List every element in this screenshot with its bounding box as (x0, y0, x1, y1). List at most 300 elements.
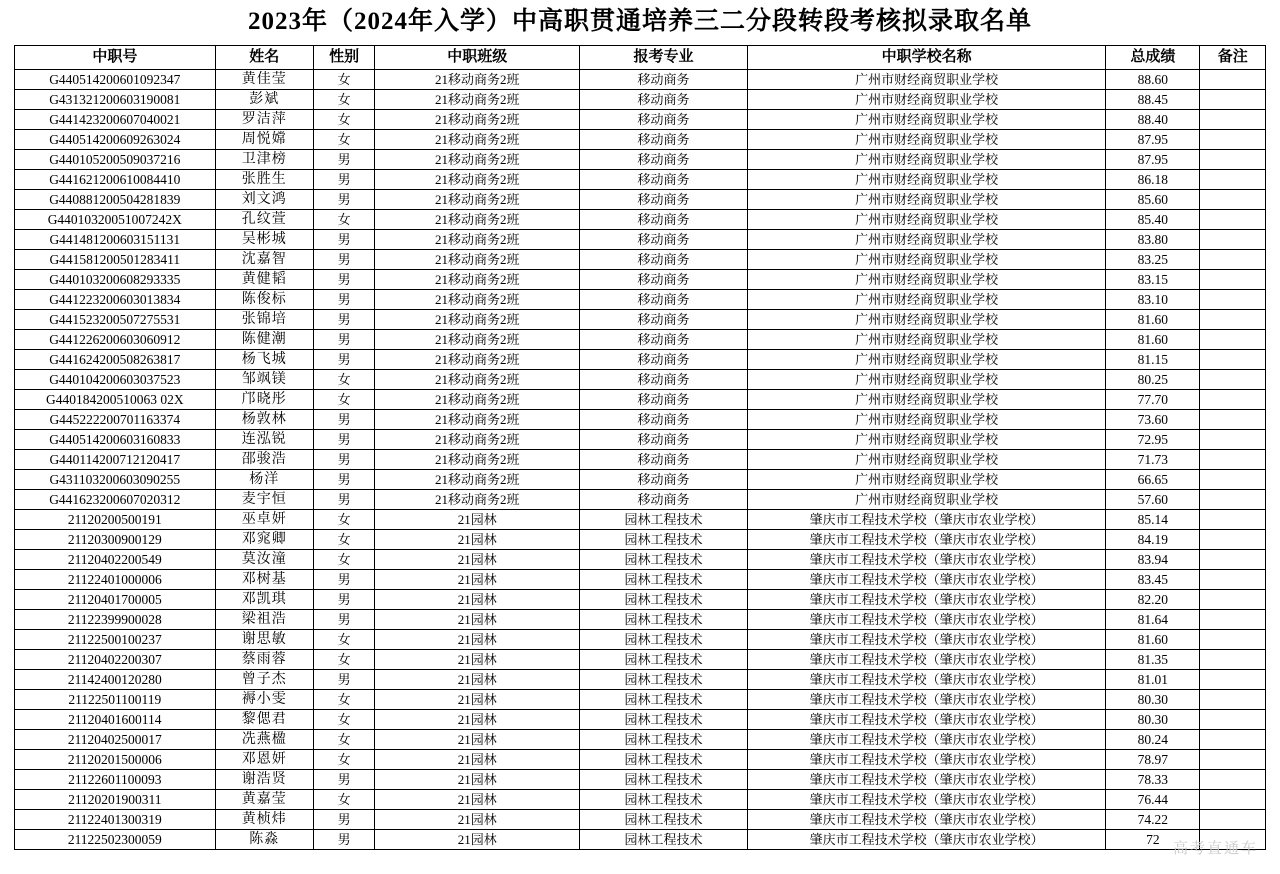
cell-score: 88.45 (1106, 89, 1200, 109)
cell-name: 邝晓彤 (215, 389, 313, 409)
table-body (15, 69, 1266, 849)
table-row (15, 89, 1266, 109)
cell-score: 81.01 (1106, 669, 1200, 689)
cell-class: 21移动商务2班 (375, 169, 580, 189)
cell-major: 移动商务 (580, 129, 748, 149)
cell-id: G441624200508263817 (15, 349, 216, 369)
cell-id: G441523200507275531 (15, 309, 216, 329)
cell-major: 园林工程技术 (580, 649, 748, 669)
table-row (15, 689, 1266, 709)
cell-score: 80.30 (1106, 709, 1200, 729)
cell-school: 肇庆市工程技术学校（肇庆市农业学校） (747, 569, 1105, 589)
cell-class: 21园林 (375, 789, 580, 809)
cell-remark (1200, 789, 1266, 809)
cell-score: 85.60 (1106, 189, 1200, 209)
cell-score: 81.15 (1106, 349, 1200, 369)
cell-class: 21移动商务2班 (375, 489, 580, 509)
cell-id: G441223200603013834 (15, 289, 216, 309)
cell-sex: 男 (313, 609, 374, 629)
cell-major: 园林工程技术 (580, 569, 748, 589)
table-row (15, 389, 1266, 409)
cell-id: 21120200500191 (15, 509, 216, 529)
cell-remark (1200, 189, 1266, 209)
cell-school: 肇庆市工程技术学校（肇庆市农业学校） (747, 629, 1105, 649)
cell-name: 曾子杰 (215, 669, 313, 689)
cell-name: 张胜生 (215, 169, 313, 189)
cell-remark (1200, 309, 1266, 329)
cell-score: 80.24 (1106, 729, 1200, 749)
cell-score: 83.25 (1106, 249, 1200, 269)
cell-id: G440514200609263024 (15, 129, 216, 149)
cell-sex: 男 (313, 489, 374, 509)
cell-sex: 男 (313, 229, 374, 249)
cell-score: 83.15 (1106, 269, 1200, 289)
cell-school: 广州市财经商贸职业学校 (747, 89, 1105, 109)
cell-score: 85.14 (1106, 509, 1200, 529)
cell-id: G440514200603160833 (15, 429, 216, 449)
cell-school: 肇庆市工程技术学校（肇庆市农业学校） (747, 549, 1105, 569)
cell-school: 广州市财经商贸职业学校 (747, 189, 1105, 209)
table-row (15, 749, 1266, 769)
cell-class: 21移动商务2班 (375, 429, 580, 449)
table-row (15, 409, 1266, 429)
cell-score: 83.10 (1106, 289, 1200, 309)
cell-class: 21园林 (375, 569, 580, 589)
cell-remark (1200, 389, 1266, 409)
cell-score: 88.40 (1106, 109, 1200, 129)
cell-sex: 女 (313, 649, 374, 669)
table-row (15, 649, 1266, 669)
cell-school: 肇庆市工程技术学校（肇庆市农业学校） (747, 609, 1105, 629)
cell-id: 21120300900129 (15, 529, 216, 549)
cell-name: 黄健韬 (215, 269, 313, 289)
cell-name: 连泓锐 (215, 429, 313, 449)
cell-id: G440184200510063 02X (15, 389, 216, 409)
cell-school: 广州市财经商贸职业学校 (747, 69, 1105, 89)
table-row (15, 769, 1266, 789)
cell-class: 21园林 (375, 589, 580, 609)
cell-sex: 男 (313, 589, 374, 609)
cell-name: 彭斌 (215, 89, 313, 109)
cell-id: 21120402200307 (15, 649, 216, 669)
cell-remark (1200, 89, 1266, 109)
cell-class: 21移动商务2班 (375, 89, 580, 109)
cell-name: 邓凯琪 (215, 589, 313, 609)
cell-name: 黄嘉莹 (215, 789, 313, 809)
cell-school: 广州市财经商贸职业学校 (747, 489, 1105, 509)
cell-sex: 女 (313, 369, 374, 389)
cell-major: 移动商务 (580, 69, 748, 89)
cell-remark (1200, 149, 1266, 169)
cell-school: 广州市财经商贸职业学校 (747, 369, 1105, 389)
cell-major: 移动商务 (580, 309, 748, 329)
table-row (15, 709, 1266, 729)
cell-major: 移动商务 (580, 449, 748, 469)
cell-name: 邓恩妍 (215, 749, 313, 769)
cell-major: 移动商务 (580, 409, 748, 429)
table-row (15, 309, 1266, 329)
cell-class: 21移动商务2班 (375, 289, 580, 309)
cell-name: 莫汝潼 (215, 549, 313, 569)
cell-sex: 男 (313, 769, 374, 789)
cell-school: 肇庆市工程技术学校（肇庆市农业学校） (747, 589, 1105, 609)
cell-score: 83.45 (1106, 569, 1200, 589)
cell-class: 21园林 (375, 769, 580, 789)
cell-remark (1200, 749, 1266, 769)
cell-name: 吴彬城 (215, 229, 313, 249)
cell-remark (1200, 769, 1266, 789)
watermark: 高考直通车 (1172, 840, 1258, 857)
cell-id: 21122500100237 (15, 629, 216, 649)
cell-sex: 男 (313, 149, 374, 169)
cell-major: 移动商务 (580, 369, 748, 389)
cell-sex: 男 (313, 189, 374, 209)
cell-id: G441623200607020312 (15, 489, 216, 509)
table-row (15, 509, 1266, 529)
cell-class: 21移动商务2班 (375, 409, 580, 429)
table-row (15, 249, 1266, 269)
cell-score: 57.60 (1106, 489, 1200, 509)
cell-school: 广州市财经商贸职业学校 (747, 329, 1105, 349)
cell-remark (1200, 649, 1266, 669)
cell-id: 21120201900311 (15, 789, 216, 809)
cell-school: 广州市财经商贸职业学校 (747, 309, 1105, 329)
cell-id: G441621200610084410 (15, 169, 216, 189)
cell-school: 广州市财经商贸职业学校 (747, 389, 1105, 409)
cell-id: G44010320051007242X (15, 209, 216, 229)
cell-name: 邵骏浩 (215, 449, 313, 469)
cell-remark (1200, 449, 1266, 469)
cell-class: 21移动商务2班 (375, 469, 580, 489)
cell-sex: 男 (313, 249, 374, 269)
cell-id: 21122601100093 (15, 769, 216, 789)
cell-sex: 女 (313, 689, 374, 709)
cell-class: 21园林 (375, 829, 580, 849)
cell-class: 21移动商务2班 (375, 109, 580, 129)
table-row (15, 209, 1266, 229)
cell-sex: 男 (313, 329, 374, 349)
cell-name: 蔡雨蓉 (215, 649, 313, 669)
admission-roster-table (14, 45, 1266, 850)
cell-sex: 女 (313, 549, 374, 569)
cell-name: 黄桢炜 (215, 809, 313, 829)
cell-major: 移动商务 (580, 329, 748, 349)
cell-class: 21移动商务2班 (375, 229, 580, 249)
cell-name: 刘文鸿 (215, 189, 313, 209)
cell-score: 88.60 (1106, 69, 1200, 89)
column-header-sex: 性别 (313, 45, 374, 69)
cell-school: 肇庆市工程技术学校（肇庆市农业学校） (747, 529, 1105, 549)
cell-school: 肇庆市工程技术学校（肇庆市农业学校） (747, 509, 1105, 529)
cell-name: 巫卓妍 (215, 509, 313, 529)
cell-remark (1200, 109, 1266, 129)
cell-sex: 男 (313, 269, 374, 289)
cell-remark (1200, 529, 1266, 549)
cell-id: G431103200603090255 (15, 469, 216, 489)
cell-id: 21120401600114 (15, 709, 216, 729)
cell-remark (1200, 669, 1266, 689)
table-row (15, 369, 1266, 389)
cell-class: 21园林 (375, 649, 580, 669)
table-row (15, 229, 1266, 249)
cell-id: G440103200608293335 (15, 269, 216, 289)
cell-id: G441581200501283411 (15, 249, 216, 269)
cell-sex: 男 (313, 309, 374, 329)
cell-school: 广州市财经商贸职业学校 (747, 469, 1105, 489)
cell-name: 黄佳莹 (215, 69, 313, 89)
cell-remark (1200, 569, 1266, 589)
cell-remark (1200, 709, 1266, 729)
cell-major: 园林工程技术 (580, 589, 748, 609)
table-row (15, 529, 1266, 549)
cell-major: 园林工程技术 (580, 749, 748, 769)
cell-id: 21122401300319 (15, 809, 216, 829)
cell-school: 广州市财经商贸职业学校 (747, 229, 1105, 249)
table-row (15, 69, 1266, 89)
cell-class: 21移动商务2班 (375, 329, 580, 349)
cell-major: 园林工程技术 (580, 689, 748, 709)
cell-remark (1200, 129, 1266, 149)
cell-school: 广州市财经商贸职业学校 (747, 209, 1105, 229)
cell-sex: 男 (313, 429, 374, 449)
cell-id: 21122501100119 (15, 689, 216, 709)
cell-id: G440514200601092347 (15, 69, 216, 89)
cell-score: 78.33 (1106, 769, 1200, 789)
cell-sex: 女 (313, 89, 374, 109)
cell-name: 褥小雯 (215, 689, 313, 709)
cell-major: 移动商务 (580, 109, 748, 129)
cell-major: 园林工程技术 (580, 549, 748, 569)
cell-remark (1200, 549, 1266, 569)
cell-sex: 男 (313, 449, 374, 469)
cell-sex: 女 (313, 109, 374, 129)
cell-school: 广州市财经商贸职业学校 (747, 349, 1105, 369)
cell-id: G445222200701163374 (15, 409, 216, 429)
cell-id: G440105200509037216 (15, 149, 216, 169)
cell-class: 21园林 (375, 689, 580, 709)
cell-school: 肇庆市工程技术学校（肇庆市农业学校） (747, 649, 1105, 669)
cell-sex: 女 (313, 709, 374, 729)
cell-remark (1200, 589, 1266, 609)
cell-remark (1200, 209, 1266, 229)
cell-major: 园林工程技术 (580, 669, 748, 689)
cell-id: 21120402500017 (15, 729, 216, 749)
cell-sex: 女 (313, 129, 374, 149)
cell-major: 移动商务 (580, 389, 748, 409)
cell-sex: 女 (313, 729, 374, 749)
table-row (15, 329, 1266, 349)
cell-id: 21122401000006 (15, 569, 216, 589)
cell-major: 移动商务 (580, 289, 748, 309)
cell-name: 周悦嫦 (215, 129, 313, 149)
cell-remark (1200, 349, 1266, 369)
table-row (15, 809, 1266, 829)
cell-score: 83.80 (1106, 229, 1200, 249)
cell-id: G441226200603060912 (15, 329, 216, 349)
cell-score: 76.44 (1106, 789, 1200, 809)
cell-id: 21120402200549 (15, 549, 216, 569)
cell-remark (1200, 289, 1266, 309)
column-header-score: 总成绩 (1106, 45, 1200, 69)
cell-school: 广州市财经商贸职业学校 (747, 149, 1105, 169)
cell-school: 广州市财经商贸职业学校 (747, 429, 1105, 449)
column-header-remark: 备注 (1200, 45, 1266, 69)
cell-school: 广州市财经商贸职业学校 (747, 169, 1105, 189)
cell-score: 71.73 (1106, 449, 1200, 469)
cell-class: 21移动商务2班 (375, 309, 580, 329)
cell-name: 杨洋 (215, 469, 313, 489)
cell-id: 21120201500006 (15, 749, 216, 769)
cell-id: G441423200607040021 (15, 109, 216, 129)
cell-score: 85.40 (1106, 209, 1200, 229)
cell-remark (1200, 689, 1266, 709)
table-row (15, 349, 1266, 369)
cell-class: 21移动商务2班 (375, 449, 580, 469)
cell-sex: 男 (313, 669, 374, 689)
cell-score: 87.95 (1106, 149, 1200, 169)
column-header-class: 中职班级 (375, 45, 580, 69)
cell-sex: 男 (313, 289, 374, 309)
cell-score: 82.20 (1106, 589, 1200, 609)
cell-score: 77.70 (1106, 389, 1200, 409)
cell-class: 21移动商务2班 (375, 189, 580, 209)
cell-id: G441481200603151131 (15, 229, 216, 249)
table-row (15, 549, 1266, 569)
cell-class: 21移动商务2班 (375, 149, 580, 169)
cell-remark (1200, 229, 1266, 249)
cell-sex: 男 (313, 569, 374, 589)
table-row (15, 429, 1266, 449)
cell-major: 移动商务 (580, 349, 748, 369)
cell-name: 邓窕卿 (215, 529, 313, 549)
cell-remark (1200, 269, 1266, 289)
cell-remark (1200, 429, 1266, 449)
cell-school: 肇庆市工程技术学校（肇庆市农业学校） (747, 689, 1105, 709)
cell-class: 21移动商务2班 (375, 209, 580, 229)
cell-remark (1200, 629, 1266, 649)
cell-school: 广州市财经商贸职业学校 (747, 129, 1105, 149)
cell-major: 园林工程技术 (580, 629, 748, 649)
cell-remark (1200, 729, 1266, 749)
cell-major: 园林工程技术 (580, 509, 748, 529)
table-row (15, 569, 1266, 589)
cell-score: 80.30 (1106, 689, 1200, 709)
cell-class: 21园林 (375, 809, 580, 829)
cell-sex: 男 (313, 809, 374, 829)
cell-sex: 女 (313, 69, 374, 89)
cell-score: 87.95 (1106, 129, 1200, 149)
cell-score: 72 (1106, 829, 1200, 849)
cell-name: 邓树基 (215, 569, 313, 589)
cell-major: 园林工程技术 (580, 789, 748, 809)
table-row (15, 829, 1266, 849)
cell-name: 麦宇恒 (215, 489, 313, 509)
cell-id: 21142400120280 (15, 669, 216, 689)
table-row (15, 109, 1266, 129)
column-header-major: 报考专业 (580, 45, 748, 69)
cell-remark (1200, 369, 1266, 389)
cell-name: 张锦培 (215, 309, 313, 329)
cell-major: 园林工程技术 (580, 729, 748, 749)
column-header-id: 中职号 (15, 45, 216, 69)
cell-class: 21园林 (375, 629, 580, 649)
table-row (15, 189, 1266, 209)
cell-name: 谢思敏 (215, 629, 313, 649)
cell-name: 杨敦林 (215, 409, 313, 429)
cell-name: 陈健潮 (215, 329, 313, 349)
column-header-school: 中职学校名称 (747, 45, 1105, 69)
cell-score: 74.22 (1106, 809, 1200, 829)
table-row (15, 729, 1266, 749)
cell-name: 陈淼 (215, 829, 313, 849)
cell-major: 园林工程技术 (580, 769, 748, 789)
cell-major: 园林工程技术 (580, 809, 748, 829)
cell-remark (1200, 409, 1266, 429)
cell-remark (1200, 249, 1266, 269)
cell-major: 移动商务 (580, 169, 748, 189)
table-row (15, 489, 1266, 509)
cell-class: 21移动商务2班 (375, 369, 580, 389)
cell-class: 21园林 (375, 749, 580, 769)
cell-score: 81.60 (1106, 309, 1200, 329)
cell-score: 73.60 (1106, 409, 1200, 429)
cell-class: 21园林 (375, 709, 580, 729)
cell-major: 移动商务 (580, 249, 748, 269)
cell-school: 广州市财经商贸职业学校 (747, 109, 1105, 129)
page-title: 2023年（2024年入学）中高职贯通培养三二分段转段考核拟录取名单 (247, 8, 1032, 35)
cell-sex: 男 (313, 409, 374, 429)
cell-name: 冼燕楹 (215, 729, 313, 749)
cell-score: 81.60 (1106, 629, 1200, 649)
cell-score: 81.35 (1106, 649, 1200, 669)
cell-remark (1200, 69, 1266, 89)
cell-class: 21移动商务2班 (375, 389, 580, 409)
cell-school: 肇庆市工程技术学校（肇庆市农业学校） (747, 749, 1105, 769)
cell-remark (1200, 509, 1266, 529)
cell-name: 卫津榜 (215, 149, 313, 169)
table-header-row (15, 45, 1266, 69)
cell-major: 移动商务 (580, 209, 748, 229)
cell-major: 园林工程技术 (580, 609, 748, 629)
cell-class: 21移动商务2班 (375, 129, 580, 149)
cell-school: 肇庆市工程技术学校（肇庆市农业学校） (747, 709, 1105, 729)
cell-sex: 女 (313, 389, 374, 409)
cell-sex: 女 (313, 509, 374, 529)
cell-name: 陈俊标 (215, 289, 313, 309)
cell-name: 梁祖浩 (215, 609, 313, 629)
table-row (15, 669, 1266, 689)
cell-major: 移动商务 (580, 269, 748, 289)
cell-major: 园林工程技术 (580, 529, 748, 549)
cell-major: 移动商务 (580, 429, 748, 449)
cell-remark (1200, 169, 1266, 189)
cell-score: 81.64 (1106, 609, 1200, 629)
cell-school: 广州市财经商贸职业学校 (747, 449, 1105, 469)
cell-remark (1200, 469, 1266, 489)
cell-sex: 男 (313, 349, 374, 369)
cell-sex: 男 (313, 169, 374, 189)
cell-remark (1200, 609, 1266, 629)
cell-remark (1200, 829, 1266, 849)
cell-id: 21122399900028 (15, 609, 216, 629)
table-row (15, 469, 1266, 489)
table-row (15, 289, 1266, 309)
cell-class: 21园林 (375, 609, 580, 629)
cell-major: 移动商务 (580, 489, 748, 509)
cell-major: 移动商务 (580, 469, 748, 489)
cell-school: 广州市财经商贸职业学校 (747, 289, 1105, 309)
cell-score: 84.19 (1106, 529, 1200, 549)
